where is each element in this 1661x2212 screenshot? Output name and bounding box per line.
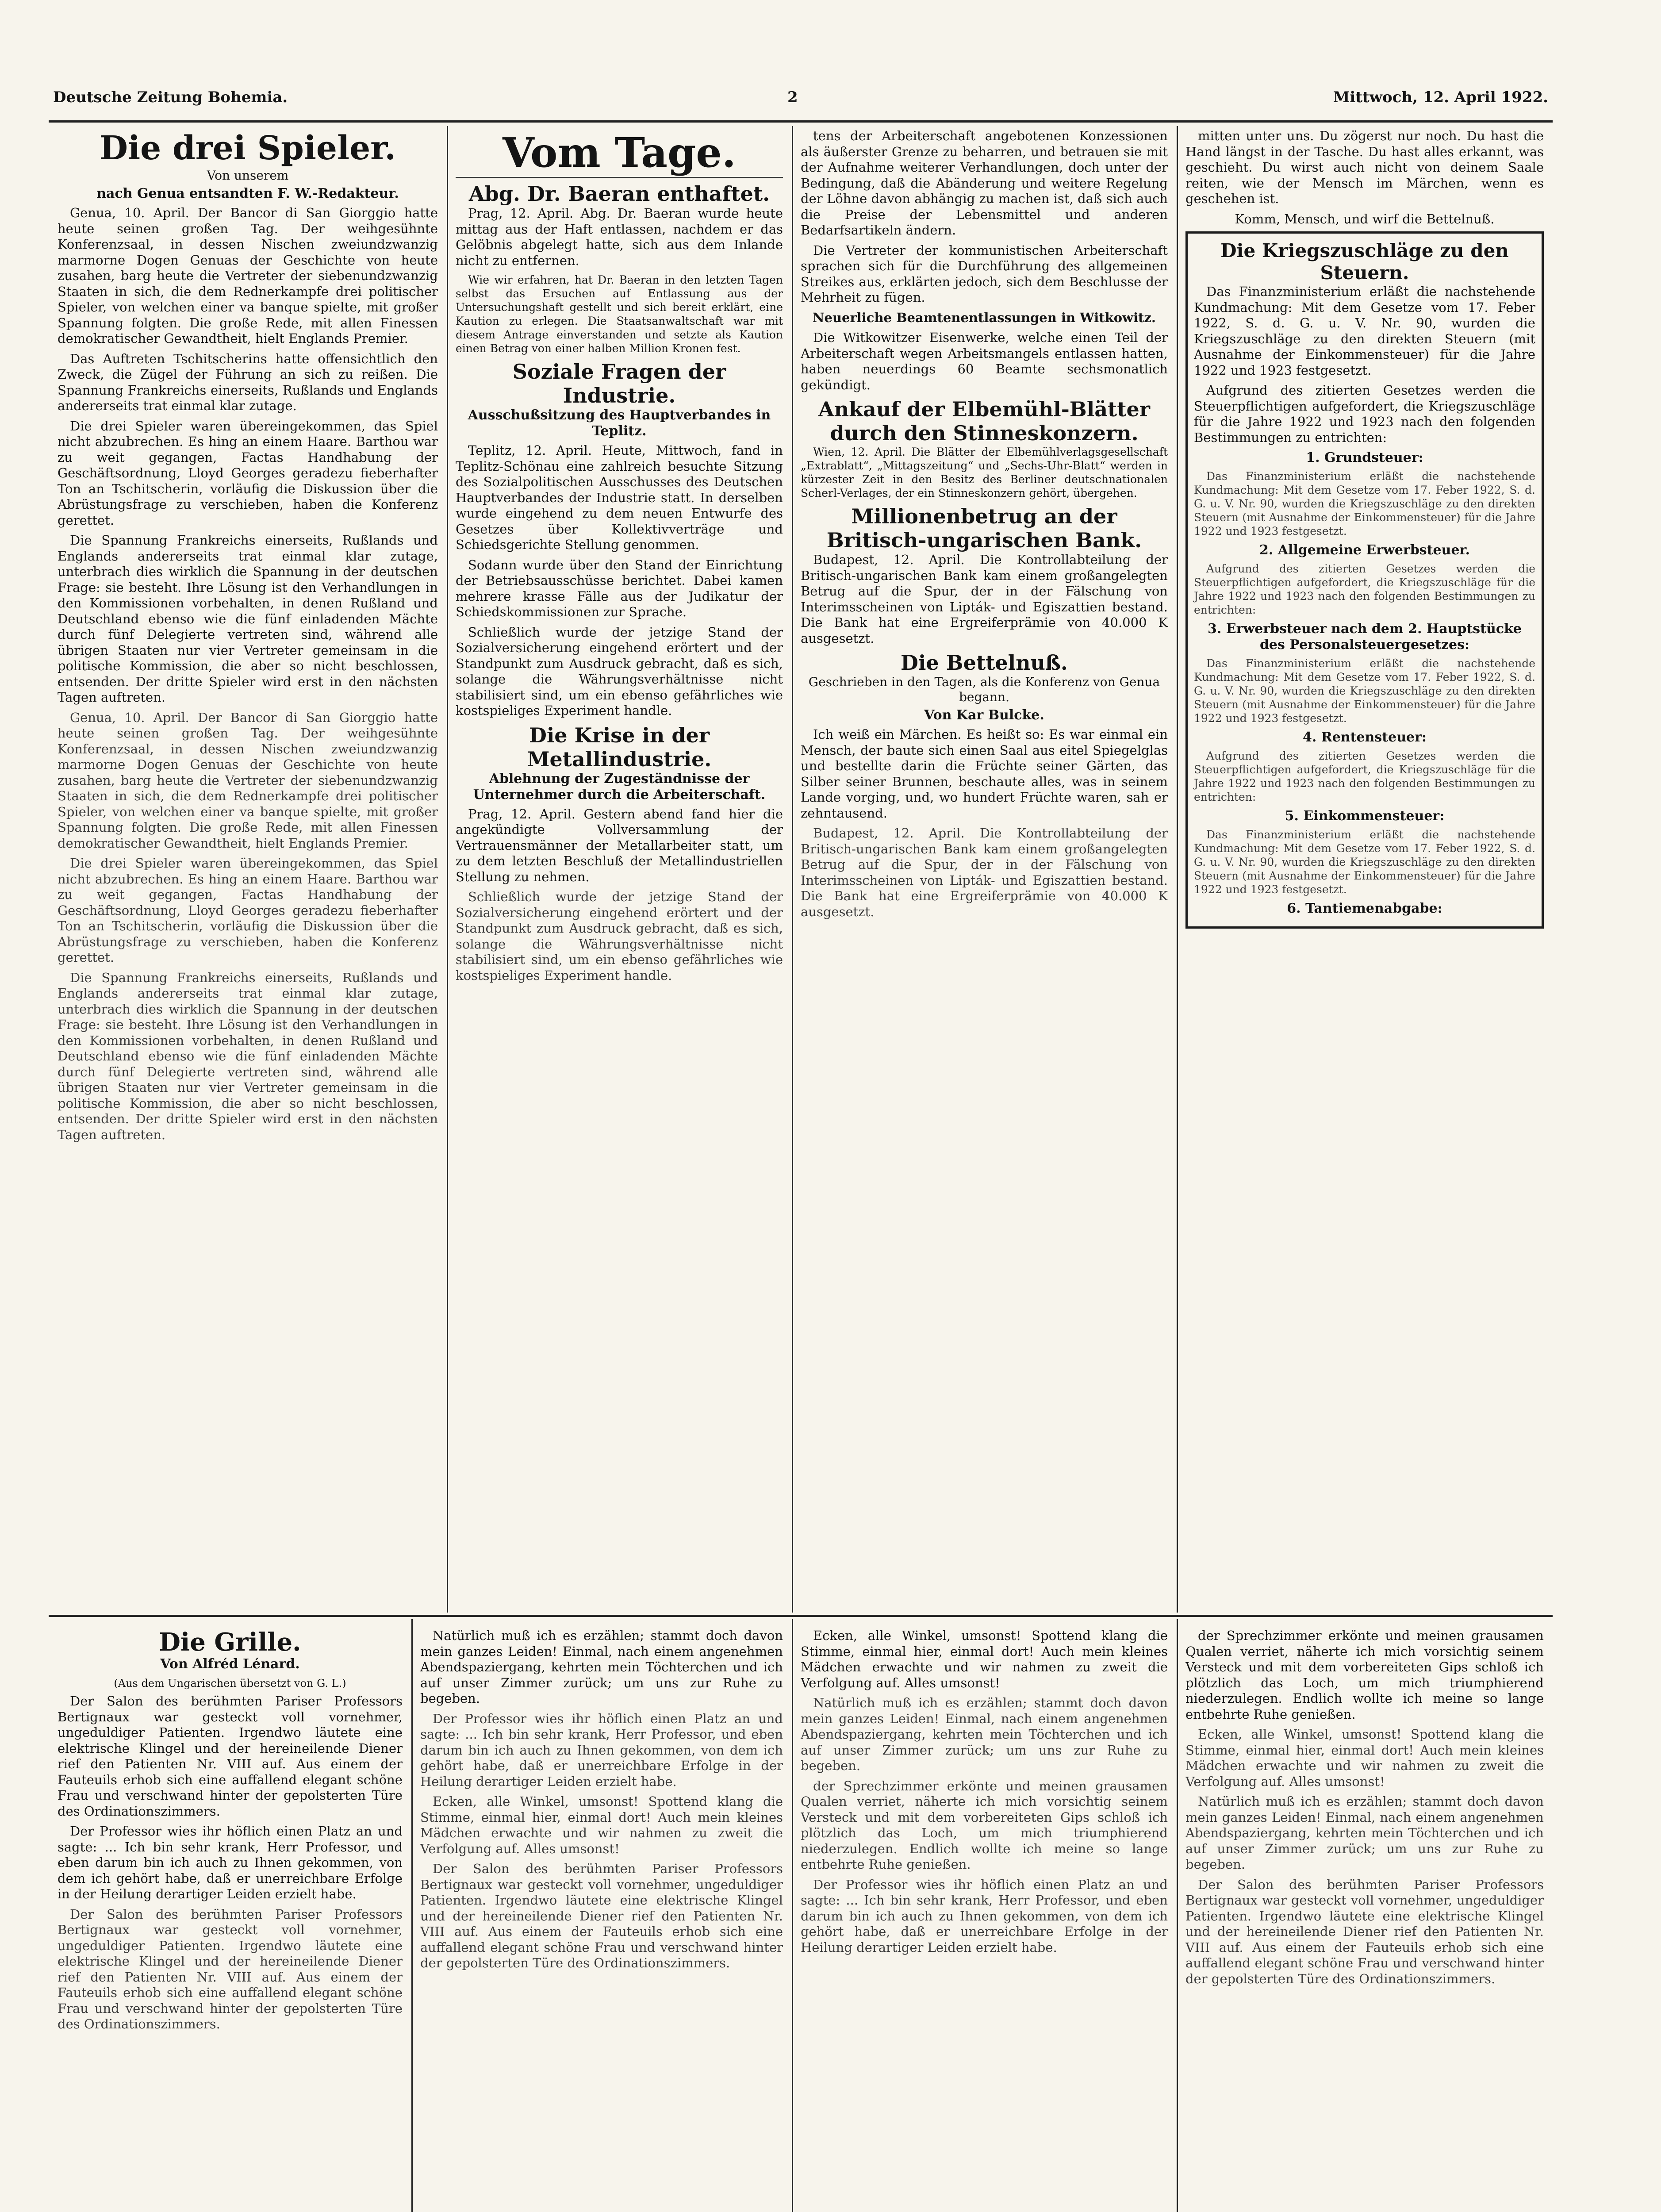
article-heading: Die Krise in der Metallindustrie. (527, 723, 712, 771)
byline-sender: nach Genua entsandten F. W.-Redakteur. (96, 186, 399, 201)
article-heading: Die Bettelnuß. (901, 651, 1068, 675)
paragraph: Die drei Spieler waren übereingekommen, das Spiel nicht abzubrechen. Es hing an einem Haare. Barthou war zu weit gegangen, Factas Handhabung der Geschäftsordnung, Lloyd Georges geradezu fieberhafter Ton an Tschitscherin, vorläufig die Diskussion über die Abrüstungsfrage zu verschieben, haben die Konferenz gerettet. (58, 856, 438, 965)
column-divider (411, 1619, 413, 2212)
paragraph: Der Salon des berühmten Pariser Professors Bertignaux war gesteckt voll vornehmer, ungeduldiger Patienten. Irgendwo läutete eine elektrische Klingel und der hereineilende Diener rief den Patienten Nr. VIII auf. Aus einem der Fauteuils erhob sich eine auffallend elegant schöne Frau und verschwand hinter der gepolsterten Türe des Ordinationszimmers. (1185, 1877, 1544, 1986)
feuilleton-column-2 (420, 1628, 783, 2212)
article-subheading: Geschrieben in den Tagen, als die Konferenz von Genua begann. (808, 675, 1160, 704)
column-3 (801, 128, 1168, 1610)
article-heading: Soziale Fragen der Industrie. (512, 360, 726, 407)
translation-note: (Aus dem Ungarischen übersetzt von G. L.) (114, 1677, 346, 1690)
column-2 (456, 128, 783, 1610)
column-divider (1177, 1619, 1178, 2212)
paragraph: Der Professor wies ihr höflich einen Platz an und sagte: ... Ich bin sehr krank, Herr Professor, und eben darum bin ich auch zu Ihnen gekommen, von dem ich gehört habe, daß er unerreichbare Erfolge in der Heilung derartiger Leiden erzielt habe. (420, 1711, 783, 1789)
feuilleton-rule (49, 1615, 1553, 1617)
paragraph: Der Salon des berühmten Pariser Professors Bertignaux war gesteckt voll vornehmer, ungeduldiger Patienten. Irgendwo läutete eine elektrische Klingel und der hereineilende Diener rief den Patienten Nr. VIII auf. Aus einem der Fauteuils erhob sich eine auffallend elegant schöne Frau und verschwand hinter der gepolsterten Türe des Ordinationszimmers. (420, 1861, 783, 1970)
paragraph: Aufgrund des zitierten Gesetzes werden die Steuerpflichtigen aufgefordert, die Kriegszuschläge für die Jahre 1922 und 1923 nach den folgenden Bestimmungen zu entrichten: (1194, 562, 1535, 616)
paragraph: Die Vertreter der kommunistischen Arbeiterschaft sprachen sich für die Durchführung des allgemeinen Streikes aus, erklärten jedoch, sich dem Beschlusse der Mehrheit zu fügen. (801, 242, 1168, 305)
newspaper-name: Deutsche Zeitung Bohemia. (53, 88, 288, 106)
article-heading: Abg. Dr. Baeran enthaftet. (468, 182, 770, 206)
section-label: 1. Grundsteuer: (1306, 450, 1423, 465)
masthead-rule (49, 120, 1553, 123)
paragraph: Die Spannung Frankreichs einerseits, Rußlands und Englands andererseits trat einmal klar zutage, unterbrach dies wirklich die Spannung in der deutschen Frage: sie besteht. Ihre Lösung ist den Verhandlungen in den Kommissionen vorbehalten, in denen Rußland und Deutschland ebenso wie die fünf einladenden Mächte durch fünf Delegierte vertreten sind, während alle übrigen Staaten nur vier Vertreter gemeinsam in die politische Kommission, die aber so nicht beschlossen, entsenden. Der dritte Spieler wird erst in den nächsten Tagen auftreten. (58, 970, 438, 1142)
paragraph: Das Finanzministerium erläßt die nachstehende Kundmachung: Mit dem Gesetze vom 17. Feber 1922, S. d. G. u. V. Nr. 90, wurden die Kriegszuschläge zu den direkten Steuern (mit Ausnahme der Einkommensteuer) für die Jahre 1922 und 1923 festgesetzt. (1194, 284, 1535, 378)
paragraph: Wie wir erfahren, hat Dr. Baeran in den letzten Tagen selbst das Ersuchen auf Entlassung aus der Untersuchungshaft gestellt und sich bereit erklärt, eine Kaution zu erlegen. Die Staatsanwaltschaft war mit diesem Antrage einverstanden und setzte als Kaution einen Betrag von einer halben Million Kronen fest. (456, 273, 783, 355)
paragraph: Die Witkowitzer Eisenwerke, welche einen Teil der Arbeiterschaft wegen Arbeitsmangels entlassen hatten, haben neuerdings 60 Beamte sechsmonatlich gekündigt. (801, 330, 1168, 392)
paragraph: Genua, 10. April. Der Bancor di San Giorggio hatte heute seinen großen Tag. Der weihgesühnte Konferenzsaal, in dessen Nischen zweiundzwanzig marmorne Dogen Genuas der Geschichte von heute zusahen, barg heute die Vertreter der siebenundzwanzig Staaten in sich, die dem Rednerkampfe drei politischer Spieler, von welchen einer va banque spielte, mit großer Spannung folgten. Die große Rede, mit allen Finessen demokratischer Gewandtheit, hielt Englands Premier. (58, 710, 438, 851)
paragraph: tens der Arbeiterschaft angebotenen Konzessionen als äußerster Grenze zu beharren, und betrauen sie mit der Aufnahme weiterer Verhandlungen, doch unter der Bedingung, daß die Abänderung und weitere Regelung der Löhne davon abhängig zu machen ist, daß sich auch die Preise der Lebensmittel und anderen Bedarfsartikeln ändern. (801, 128, 1168, 238)
paragraph: der Sprechzimmer erkönte und meinen grausamen Qualen verriet, näherte ich mich vorsichtig seinem Versteck und mit dem vorbereiteten Gips schloß ich plötzlich das Loch, um mich triumphierend niederzulegen. Endlich wollte ich meine so lange entbehrte Ruhe genießen. (801, 1778, 1168, 1872)
paragraph: Prag, 12. April. Abg. Dr. Baeran wurde heute mittag aus der Haft entlassen, nachdem er das Gelöbnis abgelegt hatte, sich aus dem Inlande nicht zu entfernen. (456, 206, 783, 268)
feuilleton-column-4 (1185, 1628, 1544, 2212)
section-label: 2. Allgemeine Erwerbsteuer. (1259, 542, 1470, 558)
section-title: Vom Tage. (503, 129, 736, 177)
paragraph: Das Auftreten Tschitscherins hatte offensichtlich den Zweck, die Zügel der Führung an sich zu reißen. Die Spannung Frankreichs einerseits, Rußlands und Englands andererseits trat einmal klar zutage. (58, 351, 438, 413)
section-label: 4. Rentensteuer: (1303, 730, 1427, 745)
column-divider (792, 1619, 793, 2212)
section-label: 3. Erwerbsteuer nach dem 2. Hauptstücke des Personalsteuergesetzes: (1207, 621, 1522, 653)
article-heading: Millionenbetrug an der Britisch-ungarischen Bank. (826, 504, 1142, 552)
paragraph: Der Professor wies ihr höflich einen Platz an und sagte: ... Ich bin sehr krank, Herr Professor, und eben darum bin ich auch zu Ihnen gekommen, von dem ich gehört habe, daß er unerreichbare Erfolge in der Heilung derartiger Leiden erzielt habe. (58, 1824, 403, 1901)
feuilleton-column-3 (801, 1628, 1168, 2212)
paragraph: Der Salon des berühmten Pariser Professors Bertignaux war gesteckt voll vornehmer, ungeduldiger Patienten. Irgendwo läutete eine elektrische Klingel und der hereineilende Diener rief den Patienten Nr. VIII auf. Aus einem der Fauteuils erhob sich eine auffallend elegant schöne Frau und verschwand hinter der gepolsterten Türe des Ordinationszimmers. (58, 1694, 403, 1819)
paragraph: Schließlich wurde der jetzige Stand der Sozialversicherung eingehend erörtert und der Standpunkt zum Ausdruck gebracht, daß es sich, solange die Währungsverhältnisse nicht stabilisiert sind, um ein ebenso gefährliches wie kostspieliges Experiment handle. (456, 889, 783, 983)
paragraph: Prag, 12. April. Gestern abend fand hier die angekündigte Vollversammlung der Vertrauensmänner der Metallarbeiter statt, um zu dem letzten Beschluß der Metallindustriellen Stellung zu nehmen. (456, 806, 783, 884)
paragraph: Das Finanzministerium erläßt die nachstehende Kundmachung: Mit dem Gesetze vom 17. Feber 1922, S. d. G. u. V. Nr. 90, wurden die Kriegszuschläge zu den direkten Steuern (mit Ausnahme der Einkommensteuer) für die Jahre 1922 und 1923 festgesetzt. (1194, 657, 1535, 725)
paragraph: Natürlich muß ich es erzählen; stammt doch davon mein ganzes Leiden! Einmal, nach einem angenehmen Abendspaziergang, kehrten mein Töchterchen und ich auf unser Zimmer zurück; um uns zur Ruhe zu begeben. (420, 1628, 783, 1706)
feuilleton-author: Von Alfréd Lénard. (160, 1656, 300, 1672)
paragraph: Der Professor wies ihr höflich einen Platz an und sagte: ... Ich bin sehr krank, Herr Professor, und eben darum bin ich auch zu Ihnen gekommen, von dem ich gehört habe, daß er unerreichbare Erfolge in der Heilung derartiger Leiden erzielt habe. (801, 1877, 1168, 1955)
paragraph: Aufgrund des zitierten Gesetzes werden die Steuerpflichtigen aufgefordert, die Kriegszuschläge für die Jahre 1922 und 1923 nach den folgenden Bestimmungen zu entrichten: (1194, 749, 1535, 803)
paragraph: Sodann wurde über den Stand der Einrichtung der Betriebsausschüsse berichtet. Dabei kamen mehrere krasse Fälle aus der Judikatur der Schiedskommissionen zur Sprache. (456, 557, 783, 619)
article-title: Die drei Spieler. (99, 129, 396, 167)
paragraph: Natürlich muß ich es erzählen; stammt doch davon mein ganzes Leiden! Einmal, nach einem angenehmen Abendspaziergang, kehrten mein Töchterchen und ich auf unser Zimmer zurück; um uns zur Ruhe zu begeben. (1185, 1794, 1544, 1872)
paragraph: Ich weiß ein Märchen. Es heißt so: Es war einmal ein Mensch, der baute sich einen Saal aus eitel Spiegelglas und bestellte darin die Früchte seiner Gärten, das Silber seiner Brunnen, beschaute alles, was in seinem Lande vorging, und, wo hundert Früchte waren, sah er zehntausend. (801, 727, 1168, 821)
article-heading: Ankauf der Elbemühl-Blätter durch den Stinneskonzern. (818, 397, 1150, 445)
author-line: Von Kar Bulcke. (924, 707, 1044, 723)
paragraph: Genua, 10. April. Der Bancor di San Giorggio hatte heute seinen großen Tag. Der weihgesühnte Konferenzsaal, in dessen Nischen zweiundzwanzig marmorne Dogen Genuas der Geschichte von heute zusahen, barg heute die Vertreter der siebenundzwanzig Staaten in sich, die dem Rednerkampfe drei politischer Spieler, von welchen einer va banque spielte, mit großer Spannung folgten. Die große Rede, mit allen Finessen demokratischer Gewandtheit, hielt Englands Premier. (58, 205, 438, 346)
paragraph: Teplitz, 12. April. Heute, Mittwoch, fand in Teplitz-Schönau eine zahlreich besuchte Sitzung des Sozialpolitischen Ausschusses des Deutschen Hauptverbandes der Industrie statt. In derselben wurde eingehend zu dem neuen Entwurfe des Gesetzes über Kollektivverträge und Schiedsgerichte Stellung genommen. (456, 443, 783, 552)
feuilleton-title: Die Grille. (159, 1628, 301, 1657)
masthead (53, 88, 1548, 115)
paragraph: Natürlich muß ich es erzählen; stammt doch davon mein ganzes Leiden! Einmal, nach einem angenehmen Abendspaziergang, kehrten mein Töchterchen und ich auf unser Zimmer zurück; um uns zur Ruhe zu begeben. (801, 1695, 1168, 1773)
paragraph: Das Finanzministerium erläßt die nachstehende Kundmachung: Mit dem Gesetze vom 17. Feber 1922, S. d. G. u. V. Nr. 90, wurden die Kriegszuschläge zu den direkten Steuern (mit Ausnahme der Einkommensteuer) für die Jahre 1922 und 1923 festgesetzt. (1194, 828, 1535, 896)
paragraph: Wien, 12. April. Die Blätter der Elbemühlverlagsgesellschaft „Extrablatt“, „Mittagszeitung“ und „Sechs-Uhr-Blatt“ werden in kürzester Zeit in den Besitz des Berliner deutschnationalen Scherl-Verlages, der ein Stinneskonzern gehört, übergehen. (801, 445, 1168, 499)
article-frame (1185, 231, 1544, 929)
paragraph: Aufgrund des zitierten Gesetzes werden die Steuerpflichtigen aufgefordert, die Kriegszuschläge für die Jahre 1922 und 1923 nach den folgenden Bestimmungen zu entrichten: (1194, 383, 1535, 445)
paragraph: Budapest, 12. April. Die Kontrollabteilung der Britisch-ungarischen Bank kam einem großangelegten Betrug auf die Spur, der in der Fälschung von Interimsscheinen von Lipták- und Egiszattien bestand. Die Bank hat eine Ergreiferprämie von 40.000 K ausgesetzt. (801, 826, 1168, 919)
issue-date: Mittwoch, 12. April 1922. (1333, 88, 1548, 106)
column-divider (1177, 126, 1178, 1613)
paragraph: Komm, Mensch, und wirf die Bettelnuß. (1235, 211, 1495, 227)
article-heading: Die Kriegszuschläge zu den Steuern. (1220, 240, 1509, 284)
paragraph: Ecken, alle Winkel, umsonst! Spottend klang die Stimme, einmal hier, einmal dort! Auch mein kleines Mädchen erwachte und wir nahmen zu zweit die Verfolgung auf. Alles umsonst! (801, 1628, 1168, 1690)
section-label: 5. Einkommensteuer: (1285, 808, 1445, 824)
feuilleton-column-1 (58, 1628, 403, 2212)
byline: Von unserem (207, 168, 289, 183)
column-4 (1185, 128, 1544, 1610)
paragraph: Ecken, alle Winkel, umsonst! Spottend klang die Stimme, einmal hier, einmal dort! Auch mein kleines Mädchen erwachte und wir nahmen zu zweit die Verfolgung auf. Alles umsonst! (1185, 1727, 1544, 1789)
paragraph: Der Salon des berühmten Pariser Professors Bertignaux war gesteckt voll vornehmer, ungeduldiger Patienten. Irgendwo läutete eine elektrische Klingel und der hereineilende Diener rief den Patienten Nr. VIII auf. Aus einem der Fauteuils erhob sich eine auffallend elegant schöne Frau und verschwand hinter der gepolsterten Türe des Ordinationszimmers. (58, 1906, 403, 2032)
article-subheading: Neuerliche Beamtenentlassungen in Witkowitz. (813, 310, 1156, 325)
paragraph: Die Spannung Frankreichs einerseits, Rußlands und Englands andererseits trat einmal klar zutage, unterbrach dies wirklich die Spannung in der deutschen Frage: sie besteht. Ihre Lösung ist den Verhandlungen in den Kommissionen vorbehalten, in denen Rußland und Deutschland ebenso wie die fünf einladenden Mächte durch fünf Delegierte vertreten sind, während alle übrigen Staaten nur vier Vertreter gemeinsam in die politische Kommission, die aber so nicht beschlossen, entsenden. Der dritte Spieler wird erst in den nächsten Tagen auftreten. (58, 533, 438, 705)
column-1 (58, 128, 438, 1610)
article-subheading: Ablehnung der Zugeständnisse der Unternehmer durch die Arbeiterschaft. (473, 771, 766, 803)
paragraph: Budapest, 12. April. Die Kontrollabteilung der Britisch-ungarischen Bank kam einem großangelegten Betrug auf die Spur, der in der Fälschung von Interimsscheinen von Lipták- und Egiszattien bestand. Die Bank hat eine Ergreiferprämie von 40.000 K ausgesetzt. (801, 552, 1168, 646)
column-divider (792, 126, 793, 1613)
section-label: 6. Tantiemenabgabe: (1287, 901, 1442, 916)
paragraph: Ecken, alle Winkel, umsonst! Spottend klang die Stimme, einmal hier, einmal dort! Auch mein kleines Mädchen erwachte und wir nahmen zu zweit die Verfolgung auf. Alles umsonst! (420, 1794, 783, 1856)
paragraph: der Sprechzimmer erkönte und meinen grausamen Qualen verriet, näherte ich mich vorsichtig seinem Versteck und mit dem vorbereiteten Gips schloß ich plötzlich das Loch, um mich triumphierend niederzulegen. Endlich wollte ich meine so lange entbehrte Ruhe genießen. (1185, 1628, 1544, 1722)
article-subheading: Ausschußsitzung des Hauptverbandes in Teplitz. (468, 407, 771, 439)
paragraph: Schließlich wurde der jetzige Stand der Sozialversicherung eingehend erörtert und der Standpunkt zum Ausdruck gebracht, daß es sich, solange die Währungsverhältnisse nicht stabilisiert sind, um ein ebenso gefährliches wie kostspieliges Experiment handle. (456, 624, 783, 718)
separator (456, 177, 783, 178)
column-divider (447, 126, 448, 1613)
paragraph: Das Finanzministerium erläßt die nachstehende Kundmachung: Mit dem Gesetze vom 17. Feber 1922, S. d. G. u. V. Nr. 90, wurden die Kriegszuschläge zu den direkten Steuern (mit Ausnahme der Einkommensteuer) für die Jahre 1922 und 1923 festgesetzt. (1194, 470, 1535, 538)
page-number: 2 (787, 88, 798, 106)
paragraph: Die drei Spieler waren übereingekommen, das Spiel nicht abzubrechen. Es hing an einem Haare. Barthou war zu weit gegangen, Factas Handhabung der Geschäftsordnung, Lloyd Georges geradezu fieberhafter Ton an Tschitscherin, vorläufig die Diskussion über die Abrüstungsfrage zu verschieben, haben die Konferenz gerettet. (58, 418, 438, 528)
paragraph: mitten unter uns. Du zögerst nur noch. Du hast die Hand längst in der Tasche. Du hast alles erkannt, was geschieht. Du wirst auch nicht von deinem Saale reiten, wie der Mensch im Märchen, wenn es geschehen ist. (1185, 128, 1544, 206)
